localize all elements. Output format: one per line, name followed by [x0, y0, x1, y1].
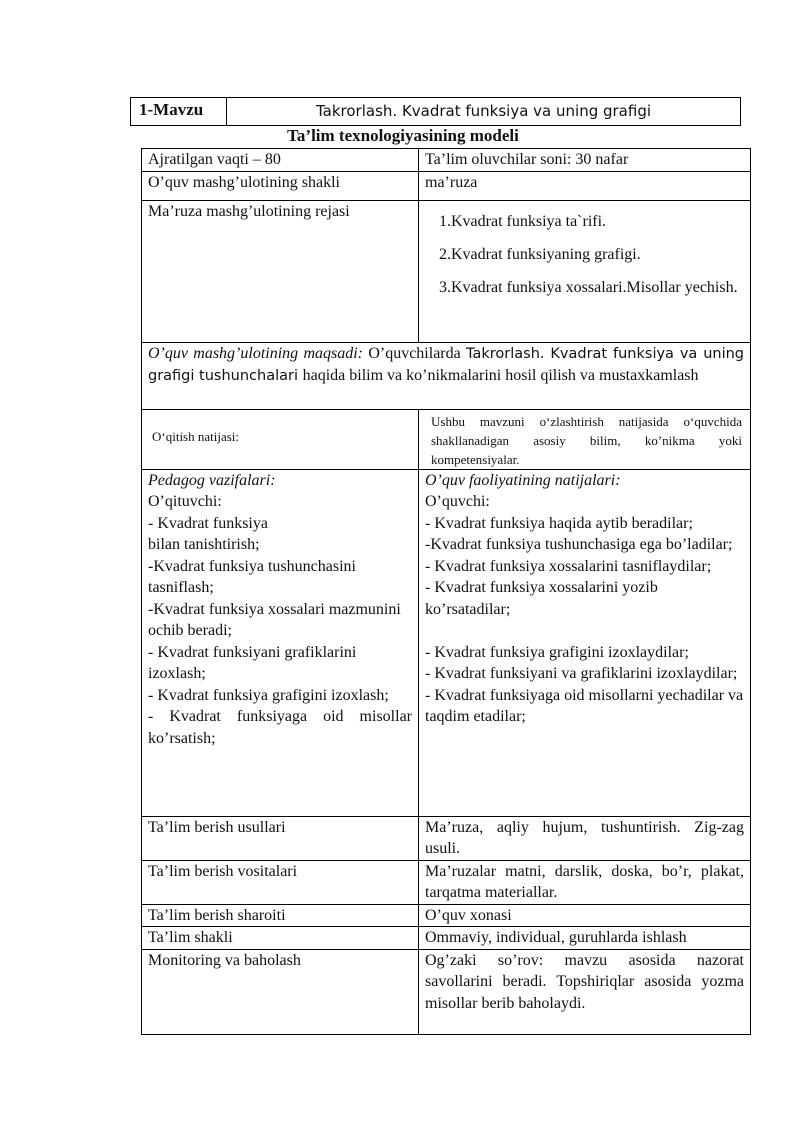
goal-cell	[142, 342, 751, 409]
methods-value: Ma’ruza, aqliy hujum, tushuntirish. Zig-zag usuli.	[419, 816, 751, 860]
learning-results-cell	[419, 469, 751, 816]
page-title: Ta’lim texnologiyasining modeli	[287, 126, 519, 145]
teacher-task: -Kvadrat funksiya tushunchasini tasniflash;	[148, 557, 356, 596]
learning-results-title: O’quv faoliyatining natijalari:	[425, 471, 621, 489]
learning-result: -Kvadrat funksiya tushunchasiga ega bo’ladilar;	[425, 536, 733, 553]
topic-box	[130, 97, 741, 126]
goal-text-3: haqida bilim va ko’nikmalarini hosil qilish va mustaxkamlash	[302, 366, 699, 384]
teacher-task: - Kvadrat funksiyani grafiklarini izoxlash;	[148, 643, 357, 682]
table-row-goal	[142, 342, 751, 409]
teacher-task: bilan tanishtirish;	[148, 536, 260, 553]
plan-list	[425, 201, 744, 299]
table-row-plan	[142, 200, 751, 342]
teacher-task: - Kvadrat funksiyaga oid misollar ko’rsatish;	[148, 708, 412, 747]
table-row-monitoring	[142, 949, 751, 1034]
plan-item: 2.Kvadrat funksiyaning grafigi.	[439, 245, 641, 263]
table-row-conditions	[142, 904, 751, 927]
teacher-task: - Kvadrat funksiya	[148, 514, 268, 532]
teacher-tasks-title: Pedagog vazifalari:	[148, 471, 276, 489]
table-row-methods	[142, 816, 751, 860]
learning-result: - Kvadrat funksiya xossalarini tasniflaydilar;	[425, 557, 712, 575]
technology-model-table	[141, 148, 751, 1035]
shape-label: Ta’lim shakli	[142, 927, 419, 950]
monitoring-label: Monitoring va baholash	[142, 949, 419, 1034]
learning-results-sub: O’quvchi:	[425, 493, 490, 510]
table-row-time	[142, 149, 751, 172]
result-text: Ushbu mavzuni o‘zlashtirish natijasida o‘quvchida shakllanadigan asosiy bilim, ko’nikma yoki kompetensiyalar.	[431, 413, 742, 467]
table-row-result	[142, 409, 751, 469]
goal-text-1: O’quvchilarda	[368, 344, 467, 362]
topic-number: 1-Mavzu	[131, 98, 227, 125]
teacher-task: -Kvadrat funksiya xossalari mazmunini ochib beradi;	[148, 600, 401, 639]
result-text-cell	[419, 409, 751, 469]
tools-label: Ta’lim berish vositalari	[142, 860, 419, 904]
plan-label: Ma’ruza mashg’ulotining rejasi	[142, 200, 419, 342]
table-row-shape	[142, 927, 751, 950]
goal-label: O’quv mashg’ulotining maqsadi:	[148, 344, 364, 362]
learning-result-spacer	[425, 620, 744, 642]
plan-list-cell	[419, 200, 751, 342]
table-row-form	[142, 171, 751, 200]
learning-result: - Kvadrat funksiya xossalarini yozib ko’rsatadilar;	[425, 579, 658, 618]
students-count: Ta’lim oluvchilar soni: 30 nafar	[419, 149, 751, 172]
form-value: ma’ruza	[419, 171, 751, 200]
teacher-tasks-sub: O’qituvchi:	[148, 493, 222, 510]
learning-result: - Kvadrat funksiya haqida aytib beradilar;	[425, 514, 693, 532]
conditions-value: O’quv xonasi	[419, 904, 751, 927]
plan-item: 3.Kvadrat funksiya xossalari.Misollar yechish.	[439, 278, 738, 296]
goal-topic-insert: Takrorlash. Kvadrat funksiya va uning grafigi tushunchalari	[148, 345, 745, 384]
allocated-time: Ajratilgan vaqti – 80	[142, 149, 419, 172]
result-label-cell	[142, 409, 419, 469]
teacher-task: - Kvadrat funksiya grafigini izoxlash;	[148, 686, 389, 704]
learning-result: - Kvadrat funksiyaga oid misollarni yechadilar va taqdim etadilar;	[425, 686, 744, 725]
shape-value: Ommaviy, individual, guruhlarda ishlash	[419, 927, 751, 950]
plan-item: 1.Kvadrat funksiya ta`rifi.	[439, 212, 607, 230]
table-row-tools	[142, 860, 751, 904]
goal-text	[148, 343, 744, 387]
tools-value: Ma’ruzalar matni, darslik, doska, bo’r, plakat, tarqatma materiallar.	[419, 860, 751, 904]
topic-title: Takrorlash. Kvadrat funksiya va uning grafigi	[315, 102, 652, 120]
learning-result: - Kvadrat funksiya grafigini izoxlaydilar;	[425, 643, 689, 661]
form-label: O’quv mashg’ulotining shakli	[142, 171, 419, 200]
monitoring-value: Og’zaki so’rov: mavzu asosida nazorat savollarini beradi. Topshiriqlar asosida yozma misollar berib baholaydi.	[419, 949, 751, 1034]
result-label: O‘qitish natijasi:	[152, 428, 240, 444]
methods-label: Ta’lim berish usullari	[142, 816, 419, 860]
learning-result: - Kvadrat funksiyani va grafiklarini izoxlaydilar;	[425, 665, 738, 682]
table-row-tasks	[142, 469, 751, 816]
teacher-tasks-cell	[142, 469, 419, 816]
conditions-label: Ta’lim berish sharoiti	[142, 904, 419, 927]
